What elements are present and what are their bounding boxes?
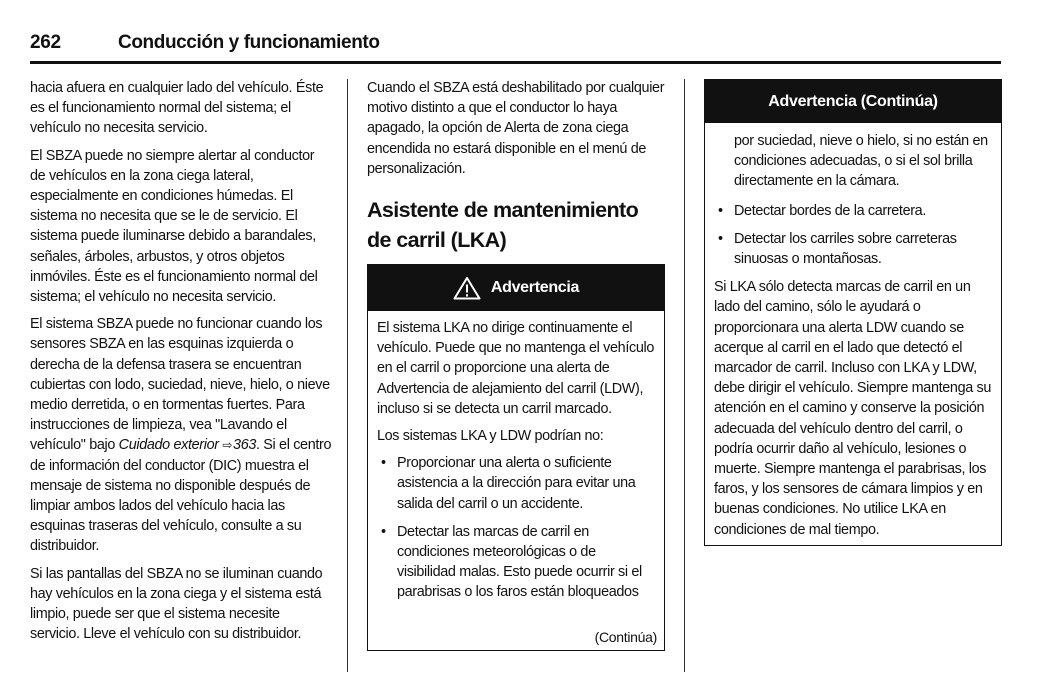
continued-text: por suciedad, nieve o hielo, si no están en condiciones adecuadas, o si el sol brilla directamente en la cámara. (734, 133, 988, 190)
header-rule (30, 61, 1001, 64)
reference-arrow-icon: ⇨ (222, 438, 233, 453)
warning-title: Advertencia (490, 279, 580, 296)
column-divider-1 (347, 79, 348, 672)
warning-box-continued (704, 79, 1002, 546)
cross-reference-page[interactable]: 363 (233, 437, 257, 454)
bullet-list (714, 201, 992, 270)
column-1 (30, 78, 332, 651)
page-header (30, 28, 1000, 60)
warning-body (705, 123, 1001, 540)
paragraph: El SBZA puede no siempre alertar al conductor de vehículos en la zona ciega lateral, especialmente en condiciones húmedas. El sistema no necesita que se le de servicio. El sistema puede iluminarse debido a barandales, señales, árboles, arbustos, y otros objetos inmóviles. Éste es el funcionamiento normal del sistema; el vehículo no necesita servicio. (30, 147, 318, 306)
list-item-text: Detectar bordes de la carretera. (734, 202, 926, 219)
warning-title: Advertencia (Continúa) (768, 92, 938, 110)
paragraph-text: El sistema SBZA puede no funcionar cuando los sensores SBZA en las esquinas izquierda o derecha de la defensa trasera se encuentran cubiertas con lodo, suciedad, nieve, hielo, o nieve medio derretida, o en tormentas fuertes. Para instrucciones de limpieza, vea "Lavando el vehículo" bajo (30, 316, 330, 454)
warning-body (368, 311, 664, 603)
continued-label: (Continúa) (594, 629, 657, 645)
bullet-icon: • (718, 202, 723, 219)
warning-box (367, 264, 665, 651)
paragraph: Si las pantallas del SBZA no se iluminan cuando hay vehículos en la zona ciega y el sistema está limpio, puede ser que el sistema necesite servicio. Lleve el vehículo con su distribuidor. (30, 565, 323, 643)
page-number: 262 (30, 32, 61, 53)
paragraph (30, 314, 332, 556)
warning-title-bar (368, 265, 664, 311)
section-title: Conducción y funcionamiento (118, 32, 380, 53)
bullet-list (377, 453, 655, 602)
list-item (377, 453, 655, 514)
bullet-icon: • (718, 230, 723, 247)
list-item (714, 201, 992, 221)
column-divider-2 (684, 79, 685, 672)
list-item-text: Proporcionar una alerta o suficiente asistencia a la dirección para evitar una salida del carril o un accidente. (397, 455, 636, 512)
list-item-text: Detectar los carriles sobre carreteras sinuosas o montañosas. (734, 230, 957, 268)
list-item-text: Detectar las marcas de carril en condiciones meteorológicas o de visibilidad malas. Esto puede ocurrir si el parabrisas o los faros están bloqueados (397, 523, 642, 601)
cross-reference-title: Cuidado exterior (118, 437, 219, 454)
list-item (714, 229, 992, 269)
list-item (377, 522, 655, 603)
bullet-icon: • (381, 523, 386, 540)
column-2 (367, 78, 669, 186)
warning-triangle-icon (453, 276, 481, 300)
lka-heading: Asistente de mantenimiento de carril (LKA) (367, 198, 639, 252)
bullet-icon: • (381, 455, 386, 472)
paragraph: hacia afuera en cualquier lado del vehículo. Éste es el funcionamiento normal del sistema; el vehículo no necesita servicio. (30, 80, 324, 137)
warning-title-bar (705, 80, 1001, 123)
paragraph: Si LKA sólo detecta marcas de carril en un lado del camino, sólo le ayudará o proporcionara una alerta LDW cuando se acerque al carril en el lado que detectó el marcador de carril. Incluso con LKA y LDW, debe dirigir el vehículo. Siempre mantenga su atención en el camino y conserve la posición adecuada del vehículo dentro del carril, o podría ocurrir daño al vehículo, lesiones o muerte. Siempre mantenga el parabrisas, los faros, y los sensores de cámara limpios y en buenas condiciones. No utilice LKA en condiciones de mal tiempo. (714, 279, 992, 538)
paragraph: Los sistemas LKA y LDW podrían no: (377, 428, 604, 445)
paragraph-text: . Si el centro de información del conductor (DIC) muestra el mensaje de sistema no disponible después de limpiar ambos lados del vehículo hacia las esquinas traseras del vehículo, consulte a su distribuidor. (30, 437, 332, 555)
paragraph: El sistema LKA no dirige continuamente el vehículo. Puede que no mantenga el vehículo en el carril o proporcione una alerta de Advertencia de alejamiento del carril (LDW), incluso si se detecta un carril marcado. (377, 320, 654, 417)
paragraph: Cuando el SBZA está deshabilitado por cualquier motivo distinto a que el conductor lo haya apagado, la opción de Alerta de zona ciega encendida no estará disponible en el menú de personalización. (367, 80, 665, 177)
